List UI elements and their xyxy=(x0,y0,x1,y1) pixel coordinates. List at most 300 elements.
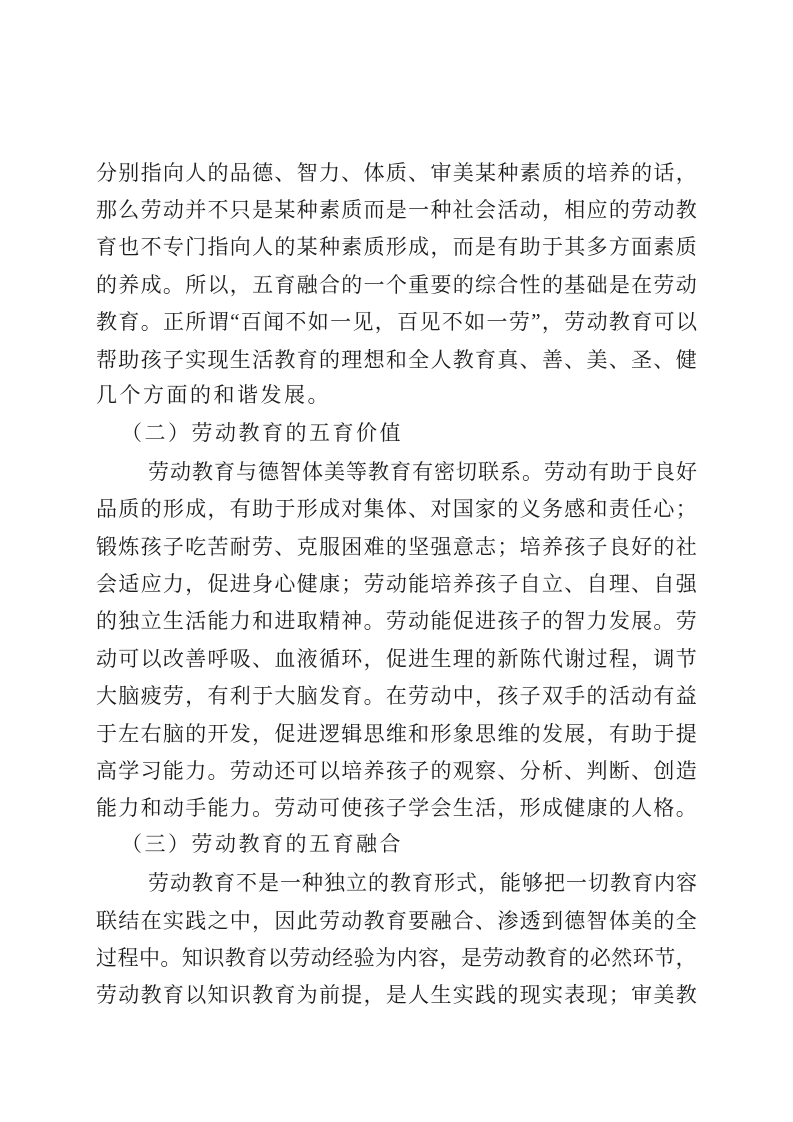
document-body xyxy=(96,153,697,1013)
text-char: 种 xyxy=(318,235,340,260)
text-char: ， xyxy=(374,310,396,335)
text-char: 的 xyxy=(653,534,675,559)
text-char: 逻 xyxy=(318,721,340,746)
text-char: 劳 xyxy=(229,758,251,783)
text-char: 不 xyxy=(236,871,257,896)
text-char: 话 xyxy=(653,160,675,185)
text-char: 孩 xyxy=(497,609,519,634)
text-char: 合 xyxy=(452,908,474,933)
text-char: 疲 xyxy=(140,684,162,709)
text-char: 素 xyxy=(341,235,363,260)
text-char: 育 xyxy=(412,871,433,896)
text-char: 重 xyxy=(408,272,430,297)
text-char: 呼 xyxy=(207,646,229,671)
text-char: 美 xyxy=(324,459,345,484)
text-line xyxy=(96,452,697,489)
text-char: 教 xyxy=(610,871,631,896)
text-char: 左 xyxy=(118,721,140,746)
text-char: 动 xyxy=(408,609,430,634)
text-char: 察 xyxy=(475,758,497,783)
text-char: 大 xyxy=(274,684,296,709)
text-char: 教 xyxy=(140,983,162,1008)
text-char: 子 xyxy=(497,571,519,596)
text-char: 以 xyxy=(207,272,229,297)
text-char: 动 xyxy=(503,945,525,970)
text-line xyxy=(96,863,697,900)
text-char: 理 xyxy=(452,646,474,671)
text-char: 百 xyxy=(240,310,262,335)
text-char: 正 xyxy=(163,310,185,335)
text-char: 促 xyxy=(385,646,407,671)
text-char: 成 xyxy=(185,497,207,522)
text-char: 人 xyxy=(430,347,452,372)
text-char: ” xyxy=(531,308,541,333)
text-char: 节 xyxy=(675,646,697,671)
text-char: 在 xyxy=(140,908,162,933)
text-char: 成 xyxy=(541,796,563,821)
text-char: 的 xyxy=(207,160,229,185)
text-char: 的 xyxy=(452,272,474,297)
text-char: 康 xyxy=(586,796,608,821)
text-char: 自 xyxy=(519,571,541,596)
text-char: 美 xyxy=(452,160,474,185)
text-line: （三）劳动教育的五育融合 xyxy=(121,832,403,857)
text-char: 德 xyxy=(564,908,586,933)
text-char: 其 xyxy=(564,235,586,260)
text-char: 生 xyxy=(452,796,474,821)
text-char: 人 xyxy=(408,983,430,1008)
text-char: 验 xyxy=(353,945,375,970)
text-char: 。 xyxy=(675,796,697,821)
text-char: ， xyxy=(229,272,251,297)
text-char: 到 xyxy=(541,908,563,933)
text-char: 于 xyxy=(274,497,296,522)
text-char: 健 xyxy=(564,796,586,821)
text-char: 形 xyxy=(430,721,452,746)
text-char: 利 xyxy=(229,684,251,709)
text-char: 、 xyxy=(341,160,363,185)
text-char: 难 xyxy=(363,534,385,559)
text-char: 培 xyxy=(430,571,452,596)
text-char: 动 xyxy=(430,684,452,709)
text-char: 动 xyxy=(162,796,184,821)
text-char: 立 xyxy=(541,571,563,596)
text-char: 展 xyxy=(631,609,653,634)
text-char: 孩 xyxy=(385,758,407,783)
text-char: 不 xyxy=(140,235,162,260)
text-char: 维 xyxy=(497,721,519,746)
text-char: 和 xyxy=(140,796,162,821)
text-char: 观 xyxy=(452,758,474,783)
text-char: 感 xyxy=(564,497,586,522)
text-char: 于 xyxy=(252,684,274,709)
text-char: 提 xyxy=(341,983,363,1008)
text-char: ， xyxy=(478,871,499,896)
text-char: 的 xyxy=(96,272,117,297)
text-char: 指 xyxy=(140,160,162,185)
text-char: 对 xyxy=(430,497,452,522)
text-char: 是 xyxy=(475,235,497,260)
text-char: 全 xyxy=(408,347,430,372)
text-char: 育 xyxy=(162,983,184,1008)
text-char: 合 xyxy=(497,272,519,297)
text-char: 可 xyxy=(296,758,318,783)
text-char: ， xyxy=(207,497,229,522)
text-char: 动 xyxy=(252,758,274,783)
text-char: 的 xyxy=(541,609,563,634)
text-char: 、 xyxy=(608,347,630,372)
text-char: 的 xyxy=(140,497,162,522)
text-char: 、 xyxy=(564,758,586,783)
text-char: 、 xyxy=(631,758,653,783)
text-char: 能 xyxy=(430,609,452,634)
text-char: 动 xyxy=(162,198,184,223)
text-char: 么 xyxy=(118,198,140,223)
text-char: 劳 xyxy=(252,534,274,559)
text-char: 进 xyxy=(274,609,296,634)
text-char: ， xyxy=(430,235,452,260)
text-char: 面 xyxy=(631,235,653,260)
text-char: 质 xyxy=(541,160,563,185)
text-char: 圣 xyxy=(631,347,653,372)
text-char: 形 xyxy=(162,497,184,522)
text-char: 品 xyxy=(96,497,117,522)
text-char: 育 xyxy=(341,684,363,709)
section-heading xyxy=(96,826,697,863)
text-char: 教 xyxy=(675,983,697,1008)
text-char: 生 xyxy=(430,983,452,1008)
text-line xyxy=(96,976,697,1013)
text-char: 手 xyxy=(564,684,586,709)
text-char: 进 xyxy=(229,571,251,596)
text-char: 此 xyxy=(296,908,318,933)
text-char: 美 xyxy=(653,983,675,1008)
text-char: 融 xyxy=(296,272,318,297)
text-char: 现 xyxy=(207,347,229,372)
text-char: 动 xyxy=(653,198,675,223)
text-char: 活 xyxy=(608,684,630,709)
text-char: 门 xyxy=(185,235,207,260)
text-char: 能 xyxy=(96,796,117,821)
text-char: 只 xyxy=(229,198,251,223)
text-char: 育 xyxy=(390,459,411,484)
text-char: 的 xyxy=(96,609,117,634)
text-char: 综 xyxy=(475,272,497,297)
text-char: 一 xyxy=(280,871,301,896)
text-char: 子 xyxy=(162,347,184,372)
text-char: 形 xyxy=(519,796,541,821)
text-char: 德 xyxy=(252,160,274,185)
text-line xyxy=(96,340,697,377)
text-char: 实 xyxy=(185,347,207,372)
text-char: 脑 xyxy=(118,684,140,709)
text-char: 容 xyxy=(418,945,440,970)
text-char: 所 xyxy=(185,310,207,335)
text-char: 和 xyxy=(408,721,430,746)
text-char: 活 xyxy=(185,609,207,634)
text-char: ； xyxy=(497,534,519,559)
text-char: 专 xyxy=(162,235,184,260)
text-char: ； xyxy=(608,983,630,1008)
text-char: 发 xyxy=(608,609,630,634)
text-char: 践 xyxy=(475,983,497,1008)
text-char: 适 xyxy=(118,571,140,596)
text-char: 以 xyxy=(675,310,697,335)
text-char: 见 xyxy=(419,310,441,335)
text-char: 孩 xyxy=(475,571,497,596)
text-char: 立 xyxy=(346,871,367,896)
text-char: 形 xyxy=(434,871,455,896)
text-char: 造 xyxy=(675,758,697,783)
text-char: 智 xyxy=(280,459,301,484)
text-char: 有 xyxy=(497,235,519,260)
text-char: 助 xyxy=(631,721,653,746)
text-char: 一 xyxy=(566,871,587,896)
text-char: 分 xyxy=(519,758,541,783)
text-char: 有 xyxy=(608,721,630,746)
text-char: 活 xyxy=(497,198,519,223)
text-char: 教 xyxy=(368,459,389,484)
text-char: 是 xyxy=(252,198,274,223)
text-char: 自 xyxy=(653,571,675,596)
text-char: ； xyxy=(341,571,363,596)
text-char: 吸 xyxy=(229,646,251,671)
text-char: 内 xyxy=(396,945,418,970)
text-char: 的 xyxy=(586,684,608,709)
text-char: 美 xyxy=(631,908,653,933)
text-line: 几个方面的和谐发展。 xyxy=(96,383,331,408)
text-char: 克 xyxy=(296,534,318,559)
text-char: 进 xyxy=(296,721,318,746)
text-char: 会 xyxy=(430,796,452,821)
text-char: 大 xyxy=(96,684,117,709)
text-char: 孩 xyxy=(363,796,385,821)
text-char: 力 xyxy=(229,796,251,821)
text-char: 劳 xyxy=(653,272,675,297)
text-char: 力 xyxy=(586,609,608,634)
text-char: 一 xyxy=(408,198,430,223)
text-line xyxy=(96,676,697,713)
text-char: 结 xyxy=(118,908,140,933)
text-char: 、 xyxy=(475,908,497,933)
text-char: 劳 xyxy=(564,310,586,335)
text-char: 健 xyxy=(296,571,318,596)
text-char: 以 xyxy=(140,646,162,671)
text-char: 动 xyxy=(341,908,363,933)
text-char: 集 xyxy=(363,497,385,522)
text-char: 形 xyxy=(296,497,318,522)
text-char: 为 xyxy=(375,945,397,970)
text-char: 的 xyxy=(497,497,519,522)
text-char: 于 xyxy=(96,721,117,746)
text-char: 一 xyxy=(363,272,385,297)
text-char: 动 xyxy=(566,459,587,484)
text-char: 。 xyxy=(162,272,184,297)
text-char: 能 xyxy=(207,796,229,821)
text-line xyxy=(96,190,697,227)
text-char: 务 xyxy=(541,497,563,522)
text-char: 意 xyxy=(452,534,474,559)
text-char: 内 xyxy=(654,871,675,896)
text-char: 益 xyxy=(675,684,697,709)
text-char: 质 xyxy=(341,198,363,223)
text-char: 助 xyxy=(118,347,140,372)
text-char: 孩 xyxy=(497,684,519,709)
text-char: 在 xyxy=(385,684,407,709)
text-char: 养 xyxy=(118,272,140,297)
text-char: 而 xyxy=(452,235,474,260)
text-char: 劳 xyxy=(162,684,184,709)
text-char: ， xyxy=(185,684,207,709)
text-char: 于 xyxy=(541,235,563,260)
text-char: 某 xyxy=(296,235,318,260)
text-char: 谢 xyxy=(564,646,586,671)
text-char: 的 xyxy=(318,347,340,372)
text-char: 教 xyxy=(525,945,547,970)
text-char: ， xyxy=(541,310,563,335)
text-char: 多 xyxy=(586,235,608,260)
text-line xyxy=(96,265,697,302)
text-char: 社 xyxy=(675,534,697,559)
text-char: 的 xyxy=(497,983,519,1008)
text-char: 象 xyxy=(452,721,474,746)
text-char: 以 xyxy=(185,983,207,1008)
text-line xyxy=(96,714,697,751)
text-char: 分 xyxy=(96,160,117,185)
text-char: 中 xyxy=(452,684,474,709)
text-char: 体 xyxy=(385,497,407,522)
text-char: 和 xyxy=(385,347,407,372)
text-char: 帮 xyxy=(96,347,117,372)
text-char: 困 xyxy=(341,534,363,559)
text-line xyxy=(96,527,697,564)
text-char: 系 xyxy=(500,459,521,484)
text-char: 质 xyxy=(675,235,697,260)
body-paragraph xyxy=(96,863,697,1013)
text-char: 育 xyxy=(296,347,318,372)
text-char: 必 xyxy=(589,945,611,970)
text-char: 能 xyxy=(162,758,184,783)
text-char: ， xyxy=(363,646,385,671)
text-char: 透 xyxy=(519,908,541,933)
text-char: 代 xyxy=(541,646,563,671)
text-char: 判 xyxy=(586,758,608,783)
text-char: 式 xyxy=(456,871,477,896)
text-char: 动 xyxy=(675,272,697,297)
text-char: 的 xyxy=(385,534,407,559)
text-char: 础 xyxy=(586,272,608,297)
text-line xyxy=(96,564,697,601)
text-char: 劳 xyxy=(408,684,430,709)
text-char: 、 xyxy=(274,160,296,185)
text-char: 、 xyxy=(274,534,296,559)
text-char: 然 xyxy=(611,945,633,970)
text-char: 和 xyxy=(586,497,608,522)
text-char: 应 xyxy=(140,571,162,596)
text-char: 劳 xyxy=(148,459,169,484)
text-char: 育 xyxy=(96,235,117,260)
text-line xyxy=(96,602,697,639)
text-char: 过 xyxy=(586,646,608,671)
text-char: 指 xyxy=(207,235,229,260)
text-char: 智 xyxy=(586,908,608,933)
text-char: 展 xyxy=(564,721,586,746)
text-char: 教 xyxy=(452,347,474,372)
text-char: 、 xyxy=(653,347,675,372)
text-char: 教 xyxy=(608,310,630,335)
body-paragraph xyxy=(96,153,697,415)
text-char: 思 xyxy=(475,721,497,746)
text-char: ， xyxy=(586,721,608,746)
text-char: 开 xyxy=(207,721,229,746)
section-heading xyxy=(96,415,697,452)
text-char: 子 xyxy=(586,534,608,559)
text-char: 的 xyxy=(430,758,452,783)
text-char: 育 xyxy=(118,310,140,335)
text-char: 应 xyxy=(586,198,608,223)
text-char: 种 xyxy=(497,160,519,185)
text-line xyxy=(96,303,697,340)
text-char: 力 xyxy=(318,160,340,185)
text-char: 合 xyxy=(318,272,340,297)
text-char: 使 xyxy=(341,796,363,821)
text-char: 。 xyxy=(140,310,162,335)
text-char: 好 xyxy=(631,534,653,559)
text-char: 陈 xyxy=(519,646,541,671)
text-char: ， xyxy=(252,721,274,746)
text-char: 践 xyxy=(185,908,207,933)
text-char: 教 xyxy=(363,908,385,933)
text-char: 成 xyxy=(140,272,162,297)
text-char: 养 xyxy=(363,758,385,783)
text-char: 有 xyxy=(588,459,609,484)
text-char: 教 xyxy=(252,983,274,1008)
text-char: 耐 xyxy=(229,534,251,559)
text-char: 培 xyxy=(341,758,363,783)
text-char: 育 xyxy=(274,272,296,297)
text-char: 种 xyxy=(296,198,318,223)
text-char: 取 xyxy=(296,609,318,634)
text-char: 能 xyxy=(500,871,521,896)
text-char: 以 xyxy=(267,945,289,970)
text-char: 向 xyxy=(162,160,184,185)
text-char: 吃 xyxy=(185,534,207,559)
text-char: 如 xyxy=(464,310,486,335)
text-char: 质 xyxy=(385,160,407,185)
text-char: 联 xyxy=(96,908,117,933)
text-char: 对 xyxy=(341,497,363,522)
text-char: 素 xyxy=(519,160,541,185)
text-char: 的 xyxy=(475,646,497,671)
text-char: 孩 xyxy=(140,534,162,559)
text-char: 现 xyxy=(586,983,608,1008)
text-char: 。 xyxy=(363,609,385,634)
text-char: 可 xyxy=(118,646,140,671)
text-char: 不 xyxy=(441,310,463,335)
text-char: 劳 xyxy=(363,571,385,596)
text-char: 智 xyxy=(296,160,318,185)
text-char: 独 xyxy=(118,609,140,634)
text-char: 力 xyxy=(118,796,140,821)
text-char: 能 xyxy=(408,571,430,596)
text-char: 向 xyxy=(229,235,251,260)
text-char: 在 xyxy=(631,272,653,297)
text-char: 脑 xyxy=(296,684,318,709)
text-char: 。 xyxy=(653,609,675,634)
text-char: 生 xyxy=(162,609,184,634)
text-char: 学 xyxy=(408,796,430,821)
text-char: 神 xyxy=(341,609,363,634)
